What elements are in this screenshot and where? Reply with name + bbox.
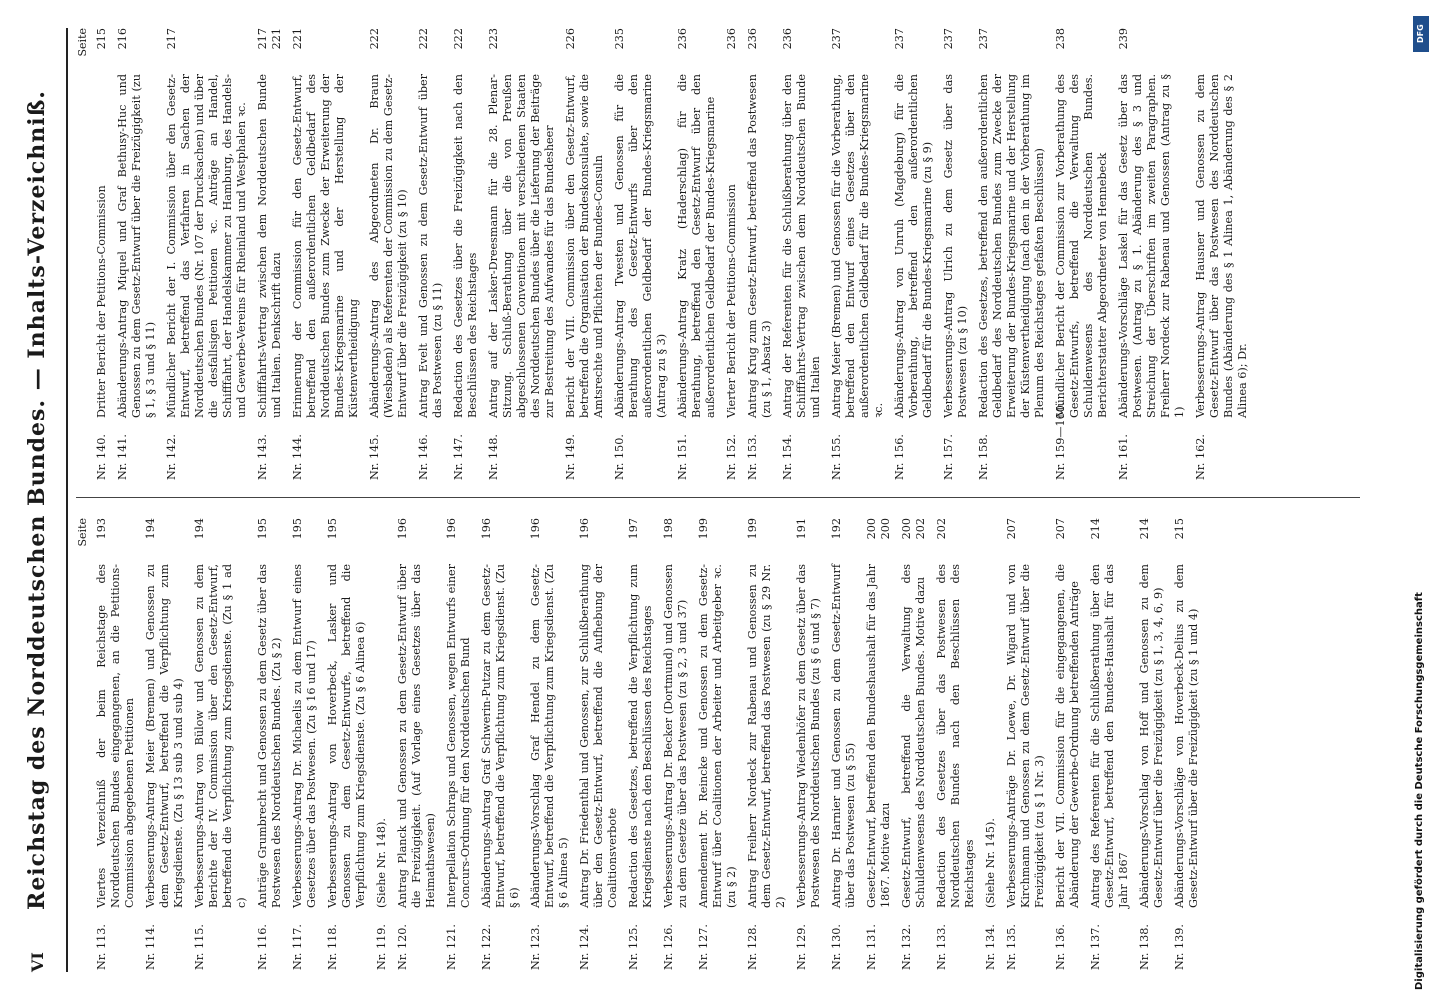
entry-title: Antrag auf der Lasker-Dreesmann für die 28. Plenar-Sitzung. Schluß-Berathung über die von Preußen abgeschlossenen Conventionen mit verschiedenen Staaten des Norddeutschen Bundes über die Lieferung der Beiträge zur Bestreitung des Aufwandes für das Bundesheer	[487, 74, 556, 418]
toc-entry	[795, 518, 823, 970]
entry-title: Antrag der Referenten für die Schlußberathung über den Schifffahrts-Vertrag zwischen dem Norddeutschen Bunde und Italien	[781, 74, 822, 418]
entry-page: 222	[368, 28, 381, 50]
entry-title: Mündlicher Bericht der Commission zur Vorberathung des Gesetz-Entwurfs, betreffend die Verwaltung des Schuldenwesens des Norddeutschen Bundes. Berichterstatter Abgeordneter von Hennebeck	[1054, 74, 1109, 418]
entry-page: 195	[326, 518, 339, 540]
entry-number: Nr. 138.	[1138, 924, 1151, 970]
entry-page: 226	[564, 28, 577, 50]
entry-number: Nr. 136.	[1054, 924, 1067, 970]
entry-page: 217 221	[256, 28, 283, 50]
entry-number: Nr. 152.	[725, 434, 738, 480]
entry-number: Nr. 148.	[487, 434, 500, 480]
toc-entry	[578, 518, 620, 970]
entry-number: Nr. 131.	[865, 924, 878, 970]
toc-entry	[445, 518, 473, 970]
entry-number: Nr. 155.	[830, 434, 843, 480]
entry-page: 198	[662, 518, 675, 540]
entry-number: Nr. 133.	[935, 924, 948, 970]
entry-title: (Siehe Nr. 145).	[984, 818, 997, 908]
entry-page: 196	[578, 518, 591, 540]
entry-page: 221	[291, 28, 304, 50]
toc-entry	[725, 28, 739, 480]
entry-number: Nr. 115.	[193, 924, 206, 970]
entry-title: Redaction des Gesetzes, betreffend die Verpflichtung zum Kriegsdienste nach den Beschlüssen des Reichstages	[627, 564, 654, 908]
entry-page: 199	[697, 518, 710, 540]
toc-entry	[95, 518, 137, 970]
entry-number: Nr. 137.	[1089, 924, 1102, 970]
entry-number: Nr. 120.	[396, 924, 409, 970]
entry-title: Verbesserungs-Antrag Wiedenhöfer zu dem Gesetz über das Postwesen des Norddeutschen Bundes (zu § 6 und § 7)	[795, 564, 822, 908]
entry-title: Verbesserungs-Antrag von Bülow und Genossen zu dem Berichte der IV. Commission über den Gesetz-Entwurf, betreffend die Verpflichtung zum Kriegsdienste. (Zu § 1 ad c)	[193, 564, 248, 908]
toc-entry	[830, 518, 858, 970]
entry-page: 239	[1117, 28, 1130, 50]
entry-page: 236	[676, 28, 689, 50]
entry-page: 214	[1138, 518, 1151, 540]
entry-title: Antrag Evelt und Genossen zu dem Gesetz-Entwurf über das Postwesen (zu § 11)	[417, 74, 444, 418]
entry-number: Nr. 118.	[326, 924, 339, 970]
toc-entry	[662, 518, 690, 970]
entry-page: 193	[95, 518, 108, 540]
toc-entry	[256, 518, 284, 970]
entry-number: Nr. 140.	[95, 434, 108, 480]
toc-entry	[326, 518, 368, 970]
entry-page: 192	[830, 518, 843, 540]
toc-entry	[116, 28, 158, 480]
entry-number: Nr. 143.	[256, 434, 269, 480]
entry-number: Nr. 146.	[417, 434, 430, 480]
entry-page: 196	[396, 518, 409, 540]
entry-page: 238	[1054, 28, 1067, 50]
toc-entry	[935, 518, 977, 970]
entry-title: Redaction des Gesetzes über die Freizügigkeit nach den Beschlüssen des Reichstages	[452, 74, 479, 418]
toc-entry	[417, 28, 445, 480]
entry-title: Antrag Meier (Bremen) und Genossen für die Vorberathung, betreffend den Entwurf eines Gesetzes über den außerordentlichen Geldbedarf für die Bundes-Kriegsmarine ꝛc.	[830, 74, 885, 418]
entry-title: Abänderungs-Antrag Graf Schwerin-Putzar zu dem Gesetz-Entwurf, betreffend die Verpflichtung zum Kriegsdienst. (Zu § 6)	[480, 564, 521, 908]
toc-entry	[144, 518, 186, 970]
entry-number: Nr. 117.	[291, 924, 304, 970]
entry-title: Antrag Dr. Harnier und Genossen zu dem Gesetz-Entwurf über das Postwesen (zu § 55)	[830, 564, 857, 908]
entry-number: Nr. 129.	[795, 924, 808, 970]
entry-number: Nr. 149.	[564, 434, 577, 480]
toc-entry	[396, 518, 438, 970]
entry-number: Nr. 145.	[368, 434, 381, 480]
entry-title: Erinnerung der Commission für den Gesetz-Entwurf, betreffend den außerordentlichen Geldbedarf des Norddeutschen Bundes zum Zwecke der Erweiterung der Bundes-Kriegsmarine und der Herstellung der Küstenvertheidigung	[291, 74, 360, 418]
entry-page: 222	[417, 28, 430, 50]
entry-page: 194	[144, 518, 157, 540]
toc-entry	[977, 28, 1047, 480]
page-title: Reichstag des Norddeutschen Bundes. — Inhalts-Verzeichniß.	[24, 90, 50, 910]
toc-entry	[529, 518, 571, 970]
toc-entry	[1194, 28, 1250, 480]
entry-number: Nr. 142.	[165, 434, 178, 480]
toc-entry	[368, 28, 410, 480]
toc-entry	[627, 518, 655, 970]
page-header	[20, 28, 60, 972]
entry-title: (Siehe Nr. 148).	[375, 818, 388, 908]
entry-number: Nr. 157.	[942, 434, 955, 480]
entry-title: Abänderungs-Antrag des Abgeordneten Dr. Braun (Wiesbaden) als Referenten der Commission zu dem Gesetz-Entwurf über die Freizügigkeit (zu § 10)	[368, 74, 409, 418]
dfg-logo: DFG	[1413, 16, 1429, 52]
toc-entry	[564, 28, 606, 480]
entry-title: Abänderungs-Antrag Twesten und Genossen für die Berathung des Gesetz-Entwurfs über den außerordentlichen Geldbedarf der Bundes-Kriegsmarine (Antrag zu § 3)	[613, 74, 668, 418]
entry-number: Nr. 156.	[893, 434, 906, 480]
entry-title: Redaction des Gesetzes, betreffend den außerordentlichen Geldbedarf des Norddeutschen Bundes zum Zwecke der Erweiterung der Bundes-Kriegsmarine und der Herstellung der Küstenvertheidigung (nach den in der Vorberathung im Plenum des Reichstages gefaßten Beschlüssen)	[977, 74, 1046, 418]
entry-title: Abänderungs-Antrag Kratz (Haderschlag) für die Berathung, betreffend den Gesetz-Entwurf über den außerordentlichen Geldbedarf der Bundes-Kriegsmarine	[676, 74, 717, 418]
toc-entry	[165, 28, 249, 480]
entry-page: 200 202	[900, 518, 927, 540]
entry-number: Nr. 141.	[116, 434, 129, 480]
entry-title: Vierter Bericht der Petitions-Commission	[725, 184, 738, 418]
entry-page: 214	[1089, 518, 1102, 540]
entry-title: Verbesserungs-Anträge Dr. Loewe, Dr. Wigard und von Kirchmann und Genossen zu dem Gesetz-Entwurf über die Freizügigkeit (zu § 1 Nr. 3)	[1005, 564, 1046, 908]
entry-number: Nr. 128.	[746, 924, 759, 970]
toc-entry	[95, 28, 109, 480]
toc-entry	[1054, 28, 1110, 480]
seite-label: Seite	[76, 518, 89, 547]
entry-number: Nr. 162.	[1194, 434, 1207, 480]
toc-entry	[830, 28, 886, 480]
entry-page: 236	[781, 28, 794, 50]
toc-entry	[893, 28, 935, 480]
entry-title: Dritter Bericht der Petitions-Commission	[95, 185, 108, 418]
entry-number: Nr. 119.	[375, 924, 388, 970]
entry-title: Antrag Freiherr Nordeck zur Rabenau und Genossen zu dem Gesetz-Entwurf, betreffend das Postwesen (zu § 29 Nr. 2)	[746, 564, 787, 908]
digitization-note: Digitalisierung gefördert durch die Deutsche Forschungsgemeinschaft	[1414, 592, 1425, 990]
entry-title: Gesetz-Entwurf, betreffend den Bundeshaushalt für das Jahr 1867. Motive dazu	[865, 564, 892, 908]
entry-title: Verbesserungs-Antrag Meier (Bremen) und Genossen zu dem Gesetz-Entwurf, betreffend die Verpflichtung zum Kriegsdienste. (Zu § 13 sub 3 und sub 4)	[144, 564, 185, 908]
entry-title: Verbesserungs-Antrag von Hoverbeck, Lasker und Genossen zu dem Gesetz-Entwurfe, betreffend die Verpflichtung zum Kriegsdienste. (Zu § 6 Alinea 6)	[326, 564, 367, 908]
entry-number: Nr. 130.	[830, 924, 843, 970]
entry-page: 222	[452, 28, 465, 50]
toc-entry	[676, 28, 718, 480]
entry-number: Nr. 116.	[256, 924, 269, 970]
toc-entry	[291, 28, 361, 480]
toc-entry	[1054, 518, 1082, 970]
entry-page: 202	[935, 518, 948, 540]
entry-page: 191	[795, 518, 808, 540]
entry-title: Abänderungs-Vorschlag von Hoff und Genossen zu dem Gesetz-Entwurf über die Freizügigkeit (zu § 1, 3, 4, 6, 9)	[1138, 564, 1165, 908]
toc-entry	[291, 518, 319, 970]
entry-number: Nr. 113.	[95, 924, 108, 970]
entry-number: Nr. 121.	[445, 924, 458, 970]
entry-page: 207	[1005, 518, 1018, 540]
toc-entry	[375, 518, 389, 970]
entry-number: Nr. 151.	[676, 434, 689, 480]
entry-title: Abänderungs-Vorschlag Graf Hendel zu dem Gesetz-Entwurf, betreffend die Verpflichtung zum Kriegsdienst. (Zu § 6 Alinea 5)	[529, 564, 570, 908]
entry-page: 217	[165, 28, 178, 50]
entry-page: 236	[725, 28, 738, 50]
entry-title: Antrag des Referenten für die Schlußberathung über den Gesetz-Entwurf, betreffend den Bundes-Haushalt für das Jahr 1867	[1089, 564, 1130, 908]
page-number: VI	[28, 952, 47, 972]
toc-entry	[781, 28, 823, 480]
toc-entry	[984, 518, 998, 970]
toc-entry	[1117, 28, 1187, 480]
entry-title: Verbesserungs-Antrag Dr. Michaelis zu dem Entwurf eines Gesetzes über das Postwesen. (Zu § 16 und 17)	[291, 564, 318, 908]
entry-title: Verbesserungs-Antrag Dr. Becker (Dortmund) und Genossen zu dem Gesetze über das Postwesen (zu § 2, 3 und 37)	[662, 564, 689, 908]
entry-number: Nr. 159—160.	[1054, 401, 1067, 480]
entry-title: Abänderungs-Antrag von Unruh (Magdeburg) für die Vorberathung, betreffend den außerordentlichen Geldbedarf für die Bundes-Kriegsmarine (zu § 9)	[893, 74, 934, 418]
entry-number: Nr. 122.	[480, 924, 493, 970]
entry-title: Antrag Planck und Genossen zu dem Gesetz-Entwurf über die Freizügigkeit. (Auf Vorlage eines Gesetzes über das Heimathswesen)	[396, 564, 437, 908]
entry-number: Nr. 158.	[977, 434, 990, 480]
toc-entry	[900, 518, 928, 970]
toc-entry	[1173, 518, 1201, 970]
entry-number: Nr. 114.	[144, 924, 157, 970]
entry-page: 237	[942, 28, 955, 50]
entry-number: Nr. 134.	[984, 924, 997, 970]
entry-page: 215	[1173, 518, 1186, 540]
entry-page: 223	[487, 28, 500, 50]
entry-title: Verbesserungs-Antrag Ulrich zu dem Gesetz über das Postwesen (zu § 10)	[942, 74, 969, 418]
toc-entry	[193, 518, 249, 970]
entry-page: 235	[613, 28, 626, 50]
entry-page: 237	[830, 28, 843, 50]
column-divider	[76, 497, 1360, 498]
entry-page: 196	[480, 518, 493, 540]
toc-list	[95, 518, 1201, 970]
toc-entry	[452, 28, 480, 480]
entry-number: Nr. 154.	[781, 434, 794, 480]
toc-entry	[1089, 518, 1131, 970]
entry-title: Redaction des Gesetzes über das Postwesen des Norddeutschen Bundes nach den Beschlüssen des Reichstages	[935, 564, 976, 908]
toc-column-left	[76, 518, 1360, 970]
entry-page: 207	[1054, 518, 1067, 540]
entry-number: Nr. 127.	[697, 924, 710, 970]
entry-title: Mündlicher Bericht der I. Commission über den Gesetz-Entwurf, betreffend das Verfahren in Sachen der Norddeutschen Bundes (Nr. 107 der Drucksachen) und über die desfallsigen Petitionen ꝛc. Anträge an Handel, Schifffahrt, der Handelskammer zu Hamburg, des Handels- und Gewerbe-Vereins für Rheinland und Westphalen ꝛc.	[165, 74, 248, 418]
entry-page: 194	[193, 518, 206, 540]
entry-page: 199	[746, 518, 759, 540]
entry-number: Nr. 132.	[900, 924, 913, 970]
entry-number: Nr. 126.	[662, 924, 675, 970]
entry-page: 237	[893, 28, 906, 50]
entry-page: 195	[256, 518, 269, 540]
entry-number: Nr. 150.	[613, 434, 626, 480]
toc-entry	[613, 28, 669, 480]
toc-entry	[942, 28, 970, 480]
entry-number: Nr. 124.	[578, 924, 591, 970]
toc-entry	[480, 518, 522, 970]
entry-title: Antrag Dr. Friedenthal und Genossen, zur Schlußberathung über den Gesetz-Entwurf, betreffend die Aufhebung der Coalitionsverbote	[578, 564, 619, 908]
entry-title: Verbesserungs-Antrag Hausner und Genossen zu dem Gesetz-Entwurf über das Postwesen des Norddeutschen Bundes (Abänderung des § 1 Alinea 1, Abänderung des § 2 Alinea 6); Dr.	[1194, 74, 1249, 418]
entry-page: 216	[116, 28, 129, 50]
entry-title: Abänderungs-Antrag Miquel und Graf Bethusy-Huc und Genossen zu dem Gesetz-Entwurf über die Freizügigkeit (zu § 1, § 3 und § 11)	[116, 74, 157, 418]
toc-entry	[1005, 518, 1047, 970]
entry-title: Bericht der VII. Commission für die eingegangenen, die Abänderung der Gewerbe-Ordnung betreffenden Anträge	[1054, 564, 1081, 908]
toc-entry	[746, 518, 788, 970]
entry-number: Nr. 161.	[1117, 434, 1130, 480]
entry-number: Nr. 147.	[452, 434, 465, 480]
entry-number: Nr. 125.	[627, 924, 640, 970]
toc-entry	[746, 28, 774, 480]
entry-title: Schifffahrts-Vertrag zwischen dem Norddeutschen Bunde und Italien. Denkschrift dazu	[256, 74, 283, 418]
entry-title: Abänderungs-Vorschläge von Hoverbeck-Delius zu dem Gesetz-Entwurf über die Freizügigkeit (zu § 1 und 4)	[1173, 564, 1200, 908]
header-rule	[66, 28, 68, 972]
entry-title: Interpellation Schraps und Genossen, wegen Entwurfs einer Concurs-Ordnung für den Norddeutschen Bund	[445, 564, 472, 908]
entry-page: 236	[746, 28, 759, 50]
entry-page: 197	[627, 518, 640, 540]
seite-label: Seite	[76, 28, 89, 57]
entry-title: Amendement Dr. Reincke und Genossen zu dem Gesetz-Entwurf über Coalitionen der Arbeiter und Arbeitgeber ꝛc. (zu § 2)	[697, 564, 738, 908]
toc-entry	[1138, 518, 1166, 970]
entry-page: 215	[95, 28, 108, 50]
entry-title: Abänderungs-Vorschläge Laskel für das Gesetz über das Postwesen. (Antrag zu § 1. Abänderung des § 3 und Streichung der Überschriften im zweiten Paragraphen. Freiherr Nordeck zur Rabenau und Genossen (Antrag zu § 1)	[1117, 74, 1186, 418]
entry-number: Nr. 135.	[1005, 924, 1018, 970]
entry-number: Nr. 153.	[746, 434, 759, 480]
toc-entry	[256, 28, 284, 480]
entry-number: Nr. 123.	[529, 924, 542, 970]
toc-entry	[697, 518, 739, 970]
entry-page: 196	[445, 518, 458, 540]
toc-column-right	[76, 28, 1360, 480]
entry-page: 195	[291, 518, 304, 540]
entry-number: Nr. 144.	[291, 434, 304, 480]
entry-title: Gesetz-Entwurf, betreffend die Verwaltung des Schuldenwesens des Norddeutschen Bundes. Motive dazu	[900, 564, 927, 908]
entry-page: 237	[977, 28, 990, 50]
toc-list	[95, 28, 1250, 480]
entry-page: 196	[529, 518, 542, 540]
entry-title: Viertes Verzeichniß der beim Reichstage des Norddeutschen Bundes eingegangenen, an die Petitions-Commission abgegebenen Petitionen	[95, 564, 136, 908]
entry-title: Bericht der VIII. Commission über den Gesetz-Entwurf, betreffend die Organisation der Bundeskonsulate, sowie die Amtsrechte und Pflichten der Bundes-Consuln	[564, 74, 605, 418]
entry-page: 200 200	[865, 518, 892, 540]
entry-title: Antrag Krug zum Gesetz-Entwurf, betreffend das Postwesen (zu § 1, Absatz 3)	[746, 74, 773, 418]
toc-entry	[865, 518, 893, 970]
toc-entry	[487, 28, 557, 480]
entry-title: Anträge Grumbrecht und Genossen zu dem Gesetz über das Postwesen des Norddeutschen Bundes. (Zu § 2)	[256, 564, 283, 908]
entry-number: Nr. 139.	[1173, 924, 1186, 970]
